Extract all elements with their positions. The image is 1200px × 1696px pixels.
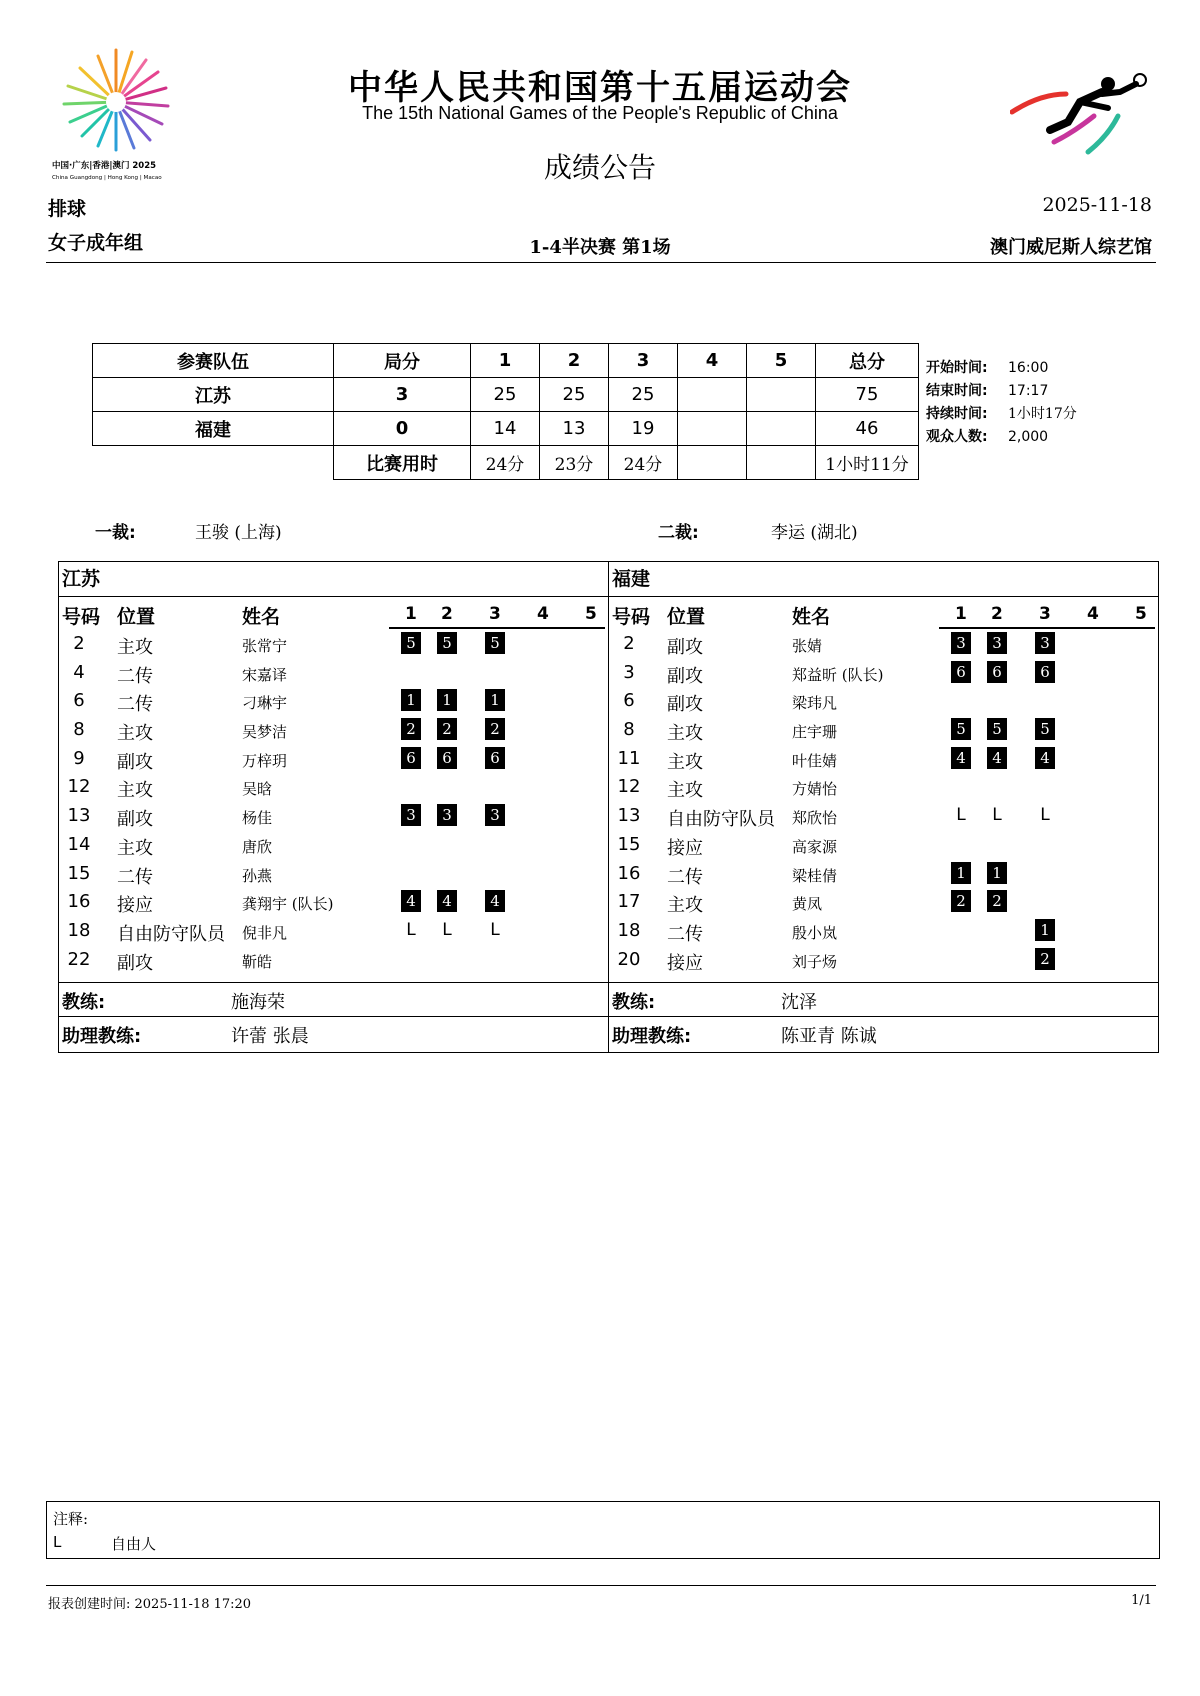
second-referee <box>658 518 858 543</box>
col-header-set-1: 1 <box>471 344 540 378</box>
player-row <box>59 745 608 774</box>
col-header-set-3: 3 <box>1039 604 1051 624</box>
player-position: 主攻 <box>667 751 703 773</box>
player-number: 13 <box>617 805 641 827</box>
player-name: 高家源 <box>792 837 838 856</box>
player-name: 张婧 <box>792 637 823 655</box>
libero-mark: L <box>442 919 452 940</box>
page-title: 中华人民共和国第十五届运动会 <box>348 68 852 108</box>
col-header-position: 位置 <box>117 606 156 628</box>
col-header-sets: 局分 <box>334 344 471 378</box>
player-number: 11 <box>617 747 641 769</box>
starting-position-badge: 4 <box>485 890 505 912</box>
first-referee-name: 王骏 (上海) <box>195 523 282 543</box>
col-header-name: 姓名 <box>242 606 281 628</box>
starting-position-badge: 1 <box>485 689 505 711</box>
start-time: 16:00 <box>1008 360 1049 376</box>
player-number: 17 <box>617 891 641 913</box>
player-position: 主攻 <box>667 895 703 917</box>
starting-position-badge: 2 <box>485 718 505 740</box>
duration-info: 1小时17分 <box>1008 406 1077 422</box>
coach-name: 沈泽 <box>781 992 817 1013</box>
set-score <box>678 378 747 412</box>
duration-spacer <box>93 446 334 480</box>
score-row <box>93 378 919 412</box>
player-row <box>59 860 608 889</box>
starting-position-badge: 6 <box>485 747 505 769</box>
set-score <box>747 378 816 412</box>
player-position: 副攻 <box>117 952 153 974</box>
player-position: 副攻 <box>117 751 153 773</box>
starting-position-badge: 1 <box>951 862 971 884</box>
player-position: 二传 <box>667 923 703 945</box>
end-time: 17:17 <box>1008 383 1049 399</box>
player-number: 6 <box>73 690 85 712</box>
player-number: 18 <box>617 919 641 941</box>
roster-team-name: 福建 <box>609 562 1158 597</box>
event-category: 女子成年组 <box>48 232 144 254</box>
col-header-name: 姓名 <box>792 606 831 628</box>
starting-position-badge: 5 <box>437 632 457 654</box>
sets-won: 0 <box>334 412 471 446</box>
libero-mark: L <box>992 805 1002 826</box>
player-position: 副攻 <box>117 809 153 831</box>
player-position: 二传 <box>117 866 153 888</box>
col-header-set-1: 1 <box>405 604 417 624</box>
player-row <box>59 630 608 659</box>
set-score <box>678 412 747 446</box>
starting-position-badge: 1 <box>401 689 421 711</box>
assistant-coach-names: 许蕾 张晨 <box>231 1026 309 1047</box>
starting-position-badge: 2 <box>437 718 457 740</box>
note-description: 自由人 <box>111 1535 157 1553</box>
starting-position-badge: 4 <box>951 747 971 769</box>
player-name: 吴梦洁 <box>242 723 288 742</box>
total-points: 46 <box>816 412 919 446</box>
assistant-coach-row <box>609 1016 1158 1050</box>
player-number: 22 <box>67 948 91 970</box>
score-table <box>92 343 919 480</box>
player-row <box>609 745 1158 774</box>
starting-position-badge: 2 <box>951 890 971 912</box>
player-row <box>609 630 1158 659</box>
event-date: 2025-11-18 <box>1042 194 1152 216</box>
team-name: 江苏 <box>93 378 334 412</box>
results-notice-heading: 成绩公告 <box>543 151 656 184</box>
sets-won: 3 <box>334 378 471 412</box>
set-duration <box>678 446 747 480</box>
player-row <box>609 802 1158 831</box>
player-row <box>609 888 1158 917</box>
notes-box <box>46 1501 1160 1559</box>
set-header-underline <box>939 627 1155 629</box>
second-referee-label: 二裁: <box>658 523 699 543</box>
player-number: 2 <box>623 633 635 654</box>
starting-position-badge: 6 <box>437 747 457 769</box>
player-number: 13 <box>67 805 91 827</box>
footer-divider <box>46 1585 1156 1586</box>
libero-mark: L <box>956 805 966 826</box>
player-number: 16 <box>67 891 91 913</box>
player-number: 3 <box>623 661 635 683</box>
sport-name: 排球 <box>48 198 87 220</box>
player-number: 14 <box>67 833 91 855</box>
set-score: 25 <box>471 378 540 412</box>
duration-info-row <box>926 403 1077 426</box>
player-number: 9 <box>73 747 85 769</box>
player-row <box>59 946 608 975</box>
duration-info-label: 持续时间: <box>926 406 988 422</box>
player-name: 孙燕 <box>242 866 273 885</box>
player-position: 二传 <box>117 694 153 716</box>
player-name: 郑益昕 (队长) <box>792 665 884 684</box>
player-position: 二传 <box>117 665 153 687</box>
starting-position-badge: 3 <box>987 632 1007 654</box>
assistant-coach-label: 助理教练: <box>612 1026 692 1047</box>
player-number: 8 <box>73 719 85 741</box>
player-row <box>609 831 1158 860</box>
starting-position-badge: 5 <box>485 632 505 654</box>
col-header-set-1: 1 <box>955 604 967 624</box>
starting-position-badge: 2 <box>1035 948 1055 970</box>
match-info <box>926 357 1077 449</box>
player-number: 16 <box>617 862 641 884</box>
start-time-row <box>926 357 1077 380</box>
col-header-position: 位置 <box>667 606 706 628</box>
player-position: 副攻 <box>667 665 703 687</box>
player-row <box>609 917 1158 946</box>
player-row <box>609 773 1158 802</box>
starting-position-badge: 3 <box>437 804 457 826</box>
starting-position-badge: 4 <box>437 890 457 912</box>
starting-position-badge: 6 <box>401 747 421 769</box>
player-row <box>609 687 1158 716</box>
player-row <box>59 687 608 716</box>
player-position: 主攻 <box>667 723 703 745</box>
player-name: 倪非凡 <box>242 923 288 942</box>
col-header-set-3: 3 <box>489 604 501 624</box>
player-number: 12 <box>67 776 91 798</box>
notes-title: 注释: <box>53 1510 89 1528</box>
player-position: 主攻 <box>117 723 153 745</box>
set-score: 25 <box>609 378 678 412</box>
page-number: 1/1 <box>1131 1593 1152 1608</box>
second-referee-name: 李运 (湖北) <box>771 523 858 543</box>
player-position: 主攻 <box>117 837 153 859</box>
player-position: 副攻 <box>667 694 703 716</box>
score-table-header <box>93 344 919 378</box>
set-score: 19 <box>609 412 678 446</box>
emblem-text-sub: China Guangdong | Hong Kong | Macao <box>52 175 162 181</box>
player-name: 郑欣怡 <box>792 809 838 828</box>
spectators-row <box>926 426 1077 449</box>
player-name: 张常宁 <box>242 637 288 655</box>
starting-position-badge: 5 <box>951 718 971 740</box>
player-row <box>59 716 608 745</box>
assistant-coach-row <box>59 1016 608 1050</box>
player-name: 梁玮凡 <box>792 694 838 713</box>
player-row <box>59 888 608 917</box>
starting-position-badge: 1 <box>1035 919 1055 941</box>
player-row <box>59 659 608 688</box>
starting-position-badge: 2 <box>401 718 421 740</box>
col-header-set-2: 2 <box>991 604 1003 624</box>
coach-name: 施海荣 <box>231 992 285 1013</box>
player-name: 黄凤 <box>792 895 823 914</box>
player-position: 自由防守队员 <box>117 923 225 945</box>
player-position: 主攻 <box>117 637 153 658</box>
spectators: 2,000 <box>1008 429 1049 445</box>
col-header-set-4: 4 <box>537 604 549 624</box>
player-name: 殷小岚 <box>792 923 838 942</box>
col-header-number: 号码 <box>62 606 101 628</box>
starting-position-badge: 3 <box>1035 632 1055 654</box>
first-referee <box>95 518 282 543</box>
col-header-set-3: 3 <box>609 344 678 378</box>
col-header-set-2: 2 <box>540 344 609 378</box>
col-header-set-2: 2 <box>441 604 453 624</box>
team-name: 福建 <box>93 412 334 446</box>
team-roster-jiangsu <box>58 561 609 1053</box>
coach-label: 教练: <box>612 992 656 1013</box>
player-name: 万梓玥 <box>242 751 288 770</box>
libero-mark: L <box>490 919 500 940</box>
player-row <box>59 773 608 802</box>
col-header-set-5: 5 <box>747 344 816 378</box>
score-row <box>93 412 919 446</box>
player-row <box>609 946 1158 975</box>
player-number: 8 <box>623 719 635 741</box>
player-name: 靳皓 <box>242 952 273 971</box>
player-number: 6 <box>623 690 635 712</box>
first-referee-label: 一裁: <box>95 523 136 543</box>
total-points: 75 <box>816 378 919 412</box>
player-position: 主攻 <box>667 780 703 802</box>
starting-position-badge: 4 <box>1035 747 1055 769</box>
end-time-label: 结束时间: <box>926 383 988 399</box>
starting-position-badge: 2 <box>987 890 1007 912</box>
event-venue: 澳门威尼斯人综艺馆 <box>990 237 1152 258</box>
player-position: 自由防守队员 <box>667 809 775 831</box>
header-divider <box>46 262 1156 263</box>
player-name: 方婧怡 <box>792 780 838 799</box>
player-position: 接应 <box>667 837 703 859</box>
set-duration: 24分 <box>471 446 540 480</box>
player-position: 接应 <box>667 952 703 974</box>
starting-position-badge: 3 <box>485 804 505 826</box>
set-header-underline <box>389 627 605 629</box>
starting-position-badge: 3 <box>401 804 421 826</box>
starting-position-badge: 5 <box>987 718 1007 740</box>
col-header-set-5: 5 <box>585 604 597 624</box>
player-name: 梁桂倩 <box>792 866 838 885</box>
page-subtitle: The 15th National Games of the People's Republic of China <box>362 103 838 123</box>
note-code: L <box>53 1533 62 1551</box>
spectators-label: 观众人数: <box>926 429 988 445</box>
libero-mark: L <box>1040 805 1050 826</box>
player-row <box>59 831 608 860</box>
assistant-coach-names: 陈亚青 陈诚 <box>781 1026 877 1047</box>
player-row <box>59 802 608 831</box>
player-number: 20 <box>617 948 641 970</box>
col-header-set-4: 4 <box>678 344 747 378</box>
col-header-set-5: 5 <box>1135 604 1147 624</box>
assistant-coach-label: 助理教练: <box>62 1026 142 1047</box>
player-number: 2 <box>73 633 85 654</box>
coach-row <box>609 982 1158 1016</box>
coach-row <box>59 982 608 1016</box>
starting-position-badge: 1 <box>437 689 457 711</box>
player-row <box>609 716 1158 745</box>
player-position: 二传 <box>667 866 703 888</box>
player-name: 吴晗 <box>242 780 273 799</box>
emblem-text-main: 中国·广东|香港|澳门 2025 <box>52 161 157 171</box>
starting-position-badge: 4 <box>401 890 421 912</box>
starting-position-badge: 6 <box>1035 661 1055 683</box>
roster-team-name: 江苏 <box>59 562 608 597</box>
player-number: 15 <box>67 862 91 884</box>
player-position: 主攻 <box>117 780 153 802</box>
player-name: 唐欣 <box>242 837 273 856</box>
team-roster-fujian <box>609 561 1159 1053</box>
player-name: 叶佳婧 <box>792 751 838 770</box>
starting-position-badge: 4 <box>987 747 1007 769</box>
player-row <box>609 659 1158 688</box>
player-number: 18 <box>67 919 91 941</box>
roster-column-header <box>59 597 608 630</box>
start-time-label: 开始时间: <box>926 360 988 376</box>
col-header-total: 总分 <box>816 344 919 378</box>
report-created-time: 报表创建时间: 2025-11-18 17:20 <box>48 1597 252 1612</box>
player-number: 12 <box>617 776 641 798</box>
starting-position-badge: 6 <box>987 661 1007 683</box>
set-score: 13 <box>540 412 609 446</box>
set-score <box>747 412 816 446</box>
player-number: 15 <box>617 833 641 855</box>
player-name: 刘子炀 <box>792 952 838 971</box>
set-duration: 24分 <box>609 446 678 480</box>
starting-position-badge: 5 <box>401 632 421 654</box>
player-row <box>59 917 608 946</box>
player-name: 杨佳 <box>242 809 273 828</box>
total-duration: 1小时11分 <box>816 446 919 480</box>
duration-row <box>93 446 919 480</box>
player-position: 副攻 <box>667 637 703 658</box>
starting-position-badge: 3 <box>951 632 971 654</box>
event-round: 1-4半决赛 第1场 <box>529 237 671 258</box>
starting-position-badge: 1 <box>987 862 1007 884</box>
starting-position-badge: 5 <box>1035 718 1055 740</box>
col-header-number: 号码 <box>612 606 651 628</box>
player-name: 庄宇珊 <box>792 723 838 742</box>
coach-label: 教练: <box>62 992 106 1013</box>
col-header-team: 参赛队伍 <box>93 344 334 378</box>
player-name: 宋嘉译 <box>242 665 288 684</box>
set-duration: 23分 <box>540 446 609 480</box>
roster-column-header <box>609 597 1158 630</box>
set-score: 25 <box>540 378 609 412</box>
starting-position-badge: 6 <box>951 661 971 683</box>
set-score: 14 <box>471 412 540 446</box>
libero-mark: L <box>406 919 416 940</box>
player-row <box>609 860 1158 889</box>
player-name: 刁琳宇 <box>242 694 288 713</box>
player-number: 4 <box>73 661 85 683</box>
end-time-row <box>926 380 1077 403</box>
duration-label: 比赛用时 <box>334 446 471 480</box>
player-name: 龚翔宇 (队长) <box>242 895 334 914</box>
col-header-set-4: 4 <box>1087 604 1099 624</box>
set-duration <box>747 446 816 480</box>
player-position: 接应 <box>117 895 153 917</box>
